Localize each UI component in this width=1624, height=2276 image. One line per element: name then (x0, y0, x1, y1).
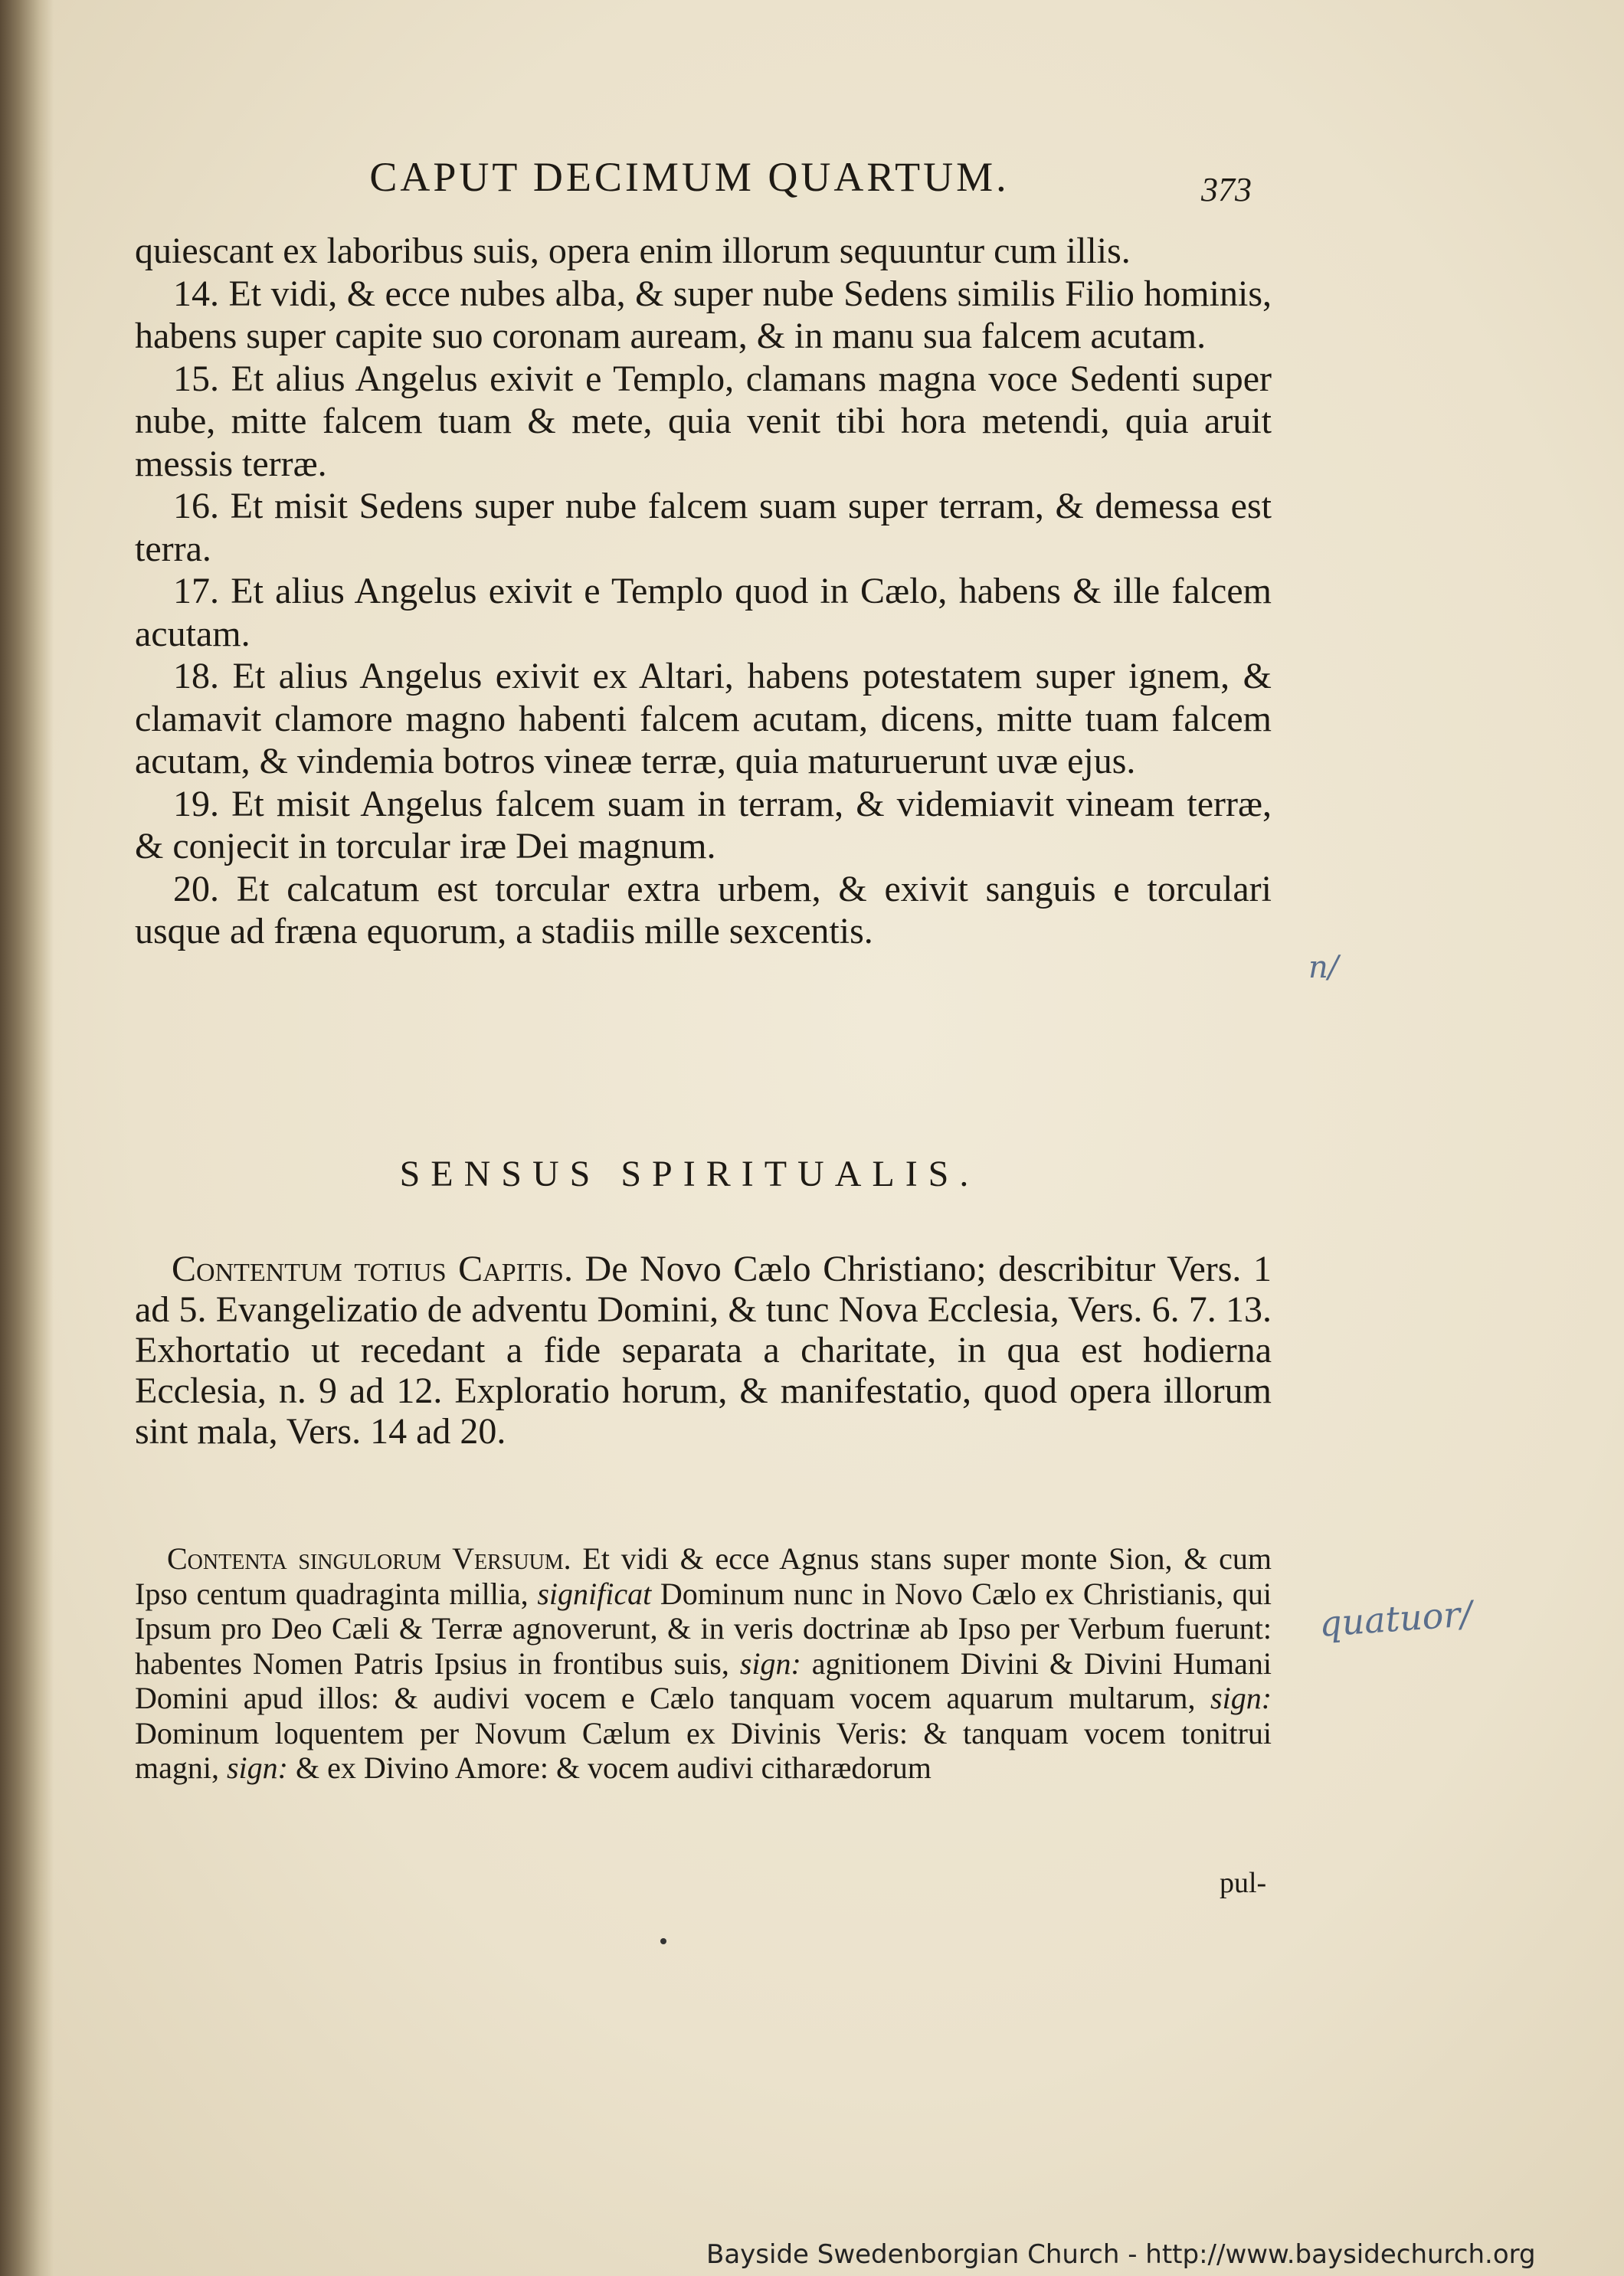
versuum-sign-3: sign: (1210, 1681, 1272, 1715)
footer-credit: Bayside Swedenborgian Church - http://www.baysidechurch.org (706, 2239, 1536, 2270)
contentum-paragraph (135, 1249, 1272, 1452)
section-title: SENSUS SPIRITUALIS. (399, 1154, 980, 1194)
verse-19: 19. Et misit Angelus falcem suam in terram, & videmiavit vineam terræ, & conjecit in torcular iræ Dei magnum. (135, 783, 1272, 866)
margin-note-quatuor: quatuor/ (1318, 1593, 1474, 1645)
versuum-part-3: agnitionem Divini & Divini Humani Domini apud illos: & audivi vocem e Cælo tanquam vocem aquarum multarum, (135, 1646, 1272, 1715)
ink-dot (660, 1938, 666, 1944)
page-number: 373 (1201, 171, 1252, 208)
margin-note-n: n/ (1308, 950, 1339, 985)
versuum-part-1: Et vidi & ecce Agnus stans super monte Sion, & cum Ipso centum quadraginta millia, (135, 1541, 1272, 1611)
running-title: CAPUT DECIMUM QUARTUM. (369, 154, 1010, 200)
verse-18: 18. Et alius Angelus exivit ex Altari, habens potestatem super ignem, & clamavit clamore magno habenti falcem acutam, dicens, mitte tuam falcem acutam, & vindemia botros vineæ terræ, quia maturuerunt uvæ ejus. (135, 656, 1272, 781)
contentum-text: De Novo Cælo Christiano; describitur Vers. 1 ad 5. Evangelizatio de adventu Domini, & tunc Nova Ecclesia, Vers. 6. 7. 13. Exhortatio ut recedant a fide separata a charitate, in qua est hodierna Ecclesia, n. 9 ad 12. Exploratio horum, & manifestatio, quod opera illorum sint mala, Vers. 14 ad 20. (135, 1249, 1272, 1452)
verse-14: 14. Et vidi, & ecce nubes alba, & super nube Sedens similis Filio hominis, habens super capite suo coronam auream, & in manu sua falcem acutam. (135, 273, 1272, 356)
verse-15: 15. Et alius Angelus exivit e Templo, clamans magna voce Sedenti super nube, mitte falcem tuam & mete, quia venit tibi hora metendi, quia aruit messis terræ. (135, 358, 1272, 484)
versuum-sign-1: significat (537, 1576, 652, 1611)
verse-13-continuation: quiescant ex laboribus suis, opera enim illorum sequuntur cum illis. (135, 231, 1131, 271)
versuum-lead: Contenta singulorum Versuum. (167, 1541, 571, 1576)
contentum-lead: Contentum totius Capitis. (172, 1249, 573, 1289)
verse-17: 17. Et alius Angelus exivit e Templo quod in Cælo, habens & ille falcem acutam. (135, 571, 1272, 654)
catchword: pul- (1220, 1867, 1267, 1899)
verse-20: 20. Et calcatum est torcular extra urbem, & exivit sanguis e torculari usque ad fræna equorum, a stadiis mille sexcentis. (135, 868, 1272, 951)
versuum-part-5: & ex Divino Amore: & vocem audivi citharædorum (295, 1750, 932, 1785)
versuum-sign-4: sign: (226, 1750, 288, 1785)
verses-block (135, 230, 1272, 953)
verse-16: 16. Et misit Sedens super nube falcem suam super terram, & demessa est terra. (135, 486, 1272, 569)
book-spine-shadow (0, 0, 54, 2276)
versuum-sign-2: sign: (739, 1646, 801, 1681)
versuum-part-2: Dominum nunc in Novo Cælo ex Christianis, qui Ipsum pro Deo Cæli & Terræ agnoverunt, & in veris doctrinæ ab Ipso per Verbum fuerunt: habentes Nomen Patris Ipsius in frontibus suis, (135, 1576, 1272, 1681)
versuum-paragraph (135, 1541, 1272, 1786)
versuum-part-4: Dominum loquentem per Novum Cælum ex Divinis Veris: & tanquam vocem tonitrui magni, (135, 1715, 1272, 1785)
